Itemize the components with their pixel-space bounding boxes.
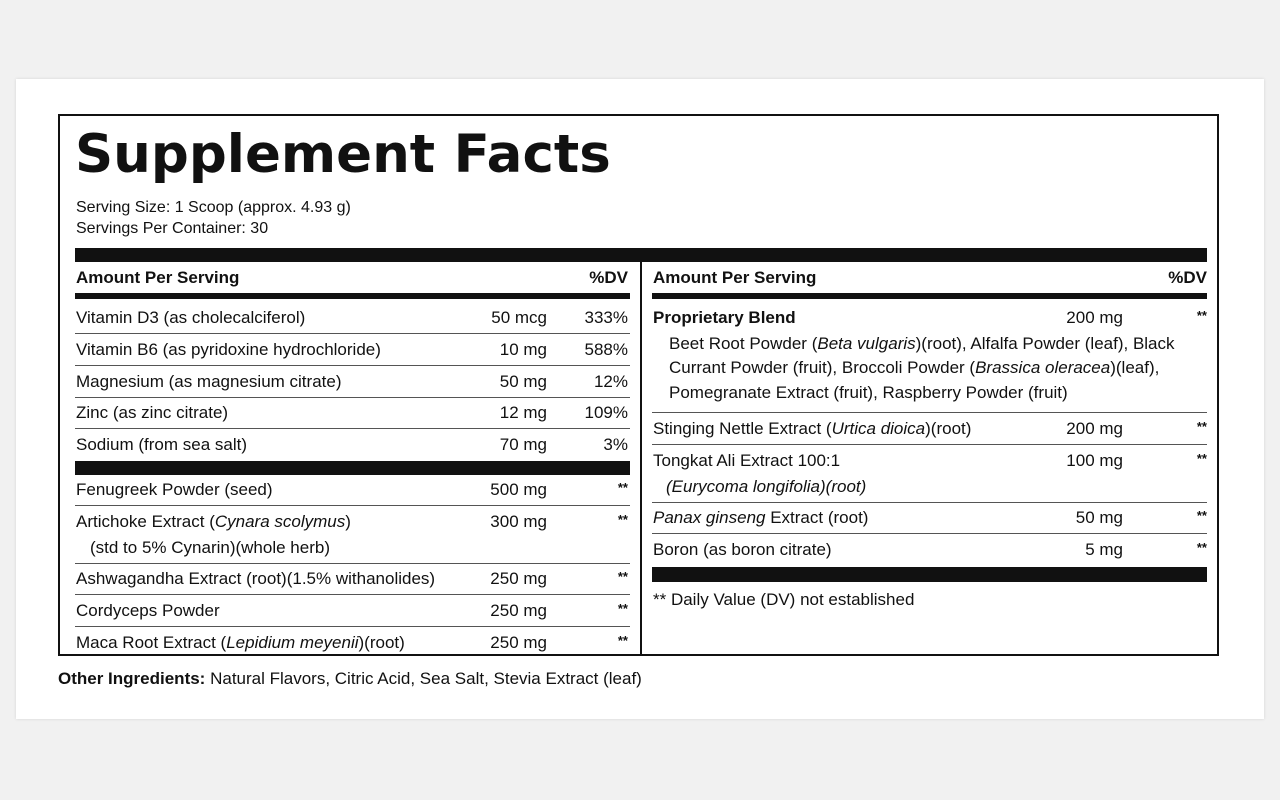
row-divider — [75, 563, 630, 564]
left-header-amount: Amount Per Serving — [76, 268, 240, 287]
left-header-dv: %DV — [589, 268, 628, 287]
right-header-amount: Amount Per Serving — [653, 268, 817, 287]
right-bottom-thick-divider — [652, 567, 1207, 582]
blend-dv: ** — [1196, 308, 1207, 323]
herb-name-artichoke: Artichoke Extract (Cynara scolymus) — [76, 512, 351, 531]
herb-amount-artichoke: 300 mg — [490, 512, 547, 531]
blend-ingredients-line-1: Beet Root Powder (Beta vulgaris)(root), Alfalfa Powder (leaf), Black — [669, 334, 1175, 353]
nutrient-amount-vitamin-b6: 10 mg — [499, 340, 547, 359]
nutrient-amount-zinc: 12 mg — [499, 403, 547, 422]
herb-dv-maca: ** — [617, 633, 628, 648]
herb-name-maca: Maca Root Extract (Lepidium meyenii)(root) — [76, 633, 405, 652]
row-divider — [75, 365, 630, 366]
nettle-dv: ** — [1196, 419, 1207, 434]
nutrient-dv-vitamin-d3: 333% — [584, 308, 628, 327]
tongkat-subline: (Eurycoma longifolia)(root) — [666, 477, 867, 496]
row-divider — [75, 397, 630, 398]
panax-dv: ** — [1196, 508, 1207, 523]
row-divider — [75, 626, 630, 627]
row-divider — [652, 444, 1207, 445]
blend-ingredients-line-3: Pomegranate Extract (fruit), Raspberry Powder (fruit) — [669, 383, 1068, 402]
nettle-name: Stinging Nettle Extract (Urtica dioica)(root) — [653, 419, 972, 438]
boron-name: Boron (as boron citrate) — [653, 540, 832, 559]
row-divider — [75, 594, 630, 595]
herb-dv-ashwagandha: ** — [617, 569, 628, 584]
tongkat-dv: ** — [1196, 451, 1207, 466]
herb-dv-artichoke: ** — [617, 512, 628, 527]
row-divider — [652, 412, 1207, 413]
page-title: Supplement Facts — [75, 124, 611, 185]
herb-name-cordyceps: Cordyceps Powder — [76, 601, 220, 620]
herb-subline-artichoke: (std to 5% Cynarin)(whole herb) — [90, 538, 330, 557]
nutrient-amount-vitamin-d3: 50 mcg — [491, 308, 547, 327]
tongkat-amount: 100 mg — [1066, 451, 1123, 470]
blend-name: Proprietary Blend — [653, 308, 796, 327]
herb-dv-cordyceps: ** — [617, 601, 628, 616]
other-ingredients: Other Ingredients: Natural Flavors, Citric Acid, Sea Salt, Stevia Extract (leaf) — [58, 669, 642, 688]
right-header-dv: %DV — [1168, 268, 1207, 287]
nutrient-name-magnesium: Magnesium (as magnesium citrate) — [76, 372, 342, 391]
herb-amount-fenugreek: 500 mg — [490, 480, 547, 499]
boron-amount: 5 mg — [1085, 540, 1123, 559]
left-header-divider — [75, 293, 630, 299]
nutrient-dv-zinc: 109% — [584, 403, 628, 422]
panax-name: Panax ginseng Extract (root) — [653, 508, 869, 527]
left-mid-thick-divider — [75, 461, 630, 475]
row-divider — [652, 502, 1207, 503]
herb-name-ashwagandha: Ashwagandha Extract (root)(1.5% withanolides) — [76, 569, 436, 588]
dv-footnote: ** Daily Value (DV) not established — [653, 590, 915, 609]
nutrient-name-zinc: Zinc (as zinc citrate) — [76, 403, 229, 422]
nutrient-dv-vitamin-b6: 588% — [584, 340, 628, 359]
right-header-divider — [652, 293, 1207, 299]
tongkat-name: Tongkat Ali Extract 100:1 — [653, 451, 841, 470]
row-divider — [75, 333, 630, 334]
nutrient-name-sodium: Sodium (from sea salt) — [76, 435, 247, 454]
blend-amount: 200 mg — [1066, 308, 1123, 327]
herb-name-fenugreek: Fenugreek Powder (seed) — [76, 480, 273, 499]
row-divider — [652, 533, 1207, 534]
nutrient-dv-sodium: 3% — [603, 435, 628, 454]
column-divider — [640, 250, 642, 656]
nutrient-name-vitamin-d3: Vitamin D3 (as cholecalciferol) — [76, 308, 306, 327]
row-divider — [75, 505, 630, 506]
herb-amount-ashwagandha: 250 mg — [490, 569, 547, 588]
serving-size: Serving Size: 1 Scoop (approx. 4.93 g) — [76, 199, 351, 216]
boron-dv: ** — [1196, 540, 1207, 555]
panax-amount: 50 mg — [1075, 508, 1123, 527]
blend-ingredients-line-2: Currant Powder (fruit), Broccoli Powder (Brassica oleracea)(leaf), — [669, 358, 1160, 377]
herb-amount-cordyceps: 250 mg — [490, 601, 547, 620]
nettle-amount: 200 mg — [1066, 419, 1123, 438]
servings-per-container: Servings Per Container: 30 — [76, 220, 269, 237]
nutrient-dv-magnesium: 12% — [593, 372, 628, 391]
nutrient-amount-magnesium: 50 mg — [499, 372, 547, 391]
nutrient-name-vitamin-b6: Vitamin B6 (as pyridoxine hydrochloride) — [76, 340, 381, 359]
herb-dv-fenugreek: ** — [617, 480, 628, 495]
herb-amount-maca: 250 mg — [490, 633, 547, 652]
nutrient-amount-sodium: 70 mg — [499, 435, 547, 454]
row-divider — [75, 428, 630, 429]
